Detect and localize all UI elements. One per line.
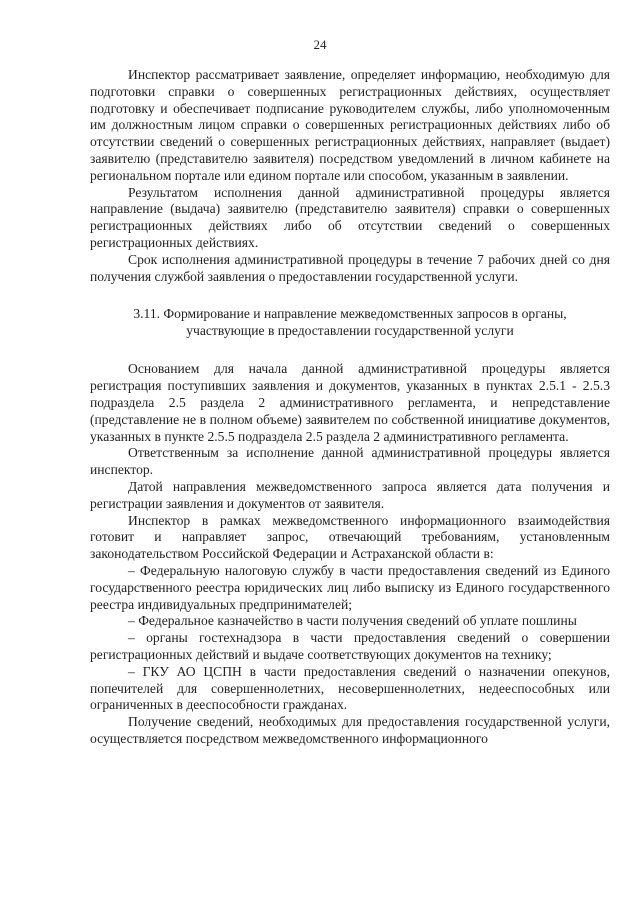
list-item: – Федеральную налоговую службу в части предоставления сведений из Единого государственного реестра юридических лиц либо выписку из Единого государственного реестра индивидуальных предпринимателей; [90,562,610,612]
paragraph: Основанием для начала данной административной процедуры является регистрация поступивших заявления и документов, указанных в пунктах 2.5.1 - 2.5.3 подраздела 2.5 раздела 2 административного регламента, и непредставление (представление не в полном объеме) заявителем по собственной инициативе документов, указанных в пункте 2.5.5 подраздела 2.5 раздела 2 административного регламента. [90,361,610,444]
list-item: – органы гостехнадзора в части предоставления сведений о совершении регистрационных действий и выдаче соответствующих документов на технику; [90,630,610,662]
paragraph: Срок исполнения административной процедуры в течение 7 рабочих дней со дня получения службой заявления о предоставлении государственной услуги. [90,251,610,284]
section-heading: 3.11. Формирование и направление межведомственных запросов в органы, участвующие в предоставлении государственной услуги [133,306,567,339]
paragraph: Датой направления межведомственного запроса является дата получения и регистрации заявления и документов от заявителя. [90,478,610,511]
paragraph: Инспектор рассматривает заявление, определяет информацию, необходимую для подготовки справки о совершенных регистрационных действиях, осуществляет подготовку и обеспечивает подписание руководителем службы, либо уполномоченным им должностным лицом справки о совершенных регистрационных действиях либо об отсутствии сведений о совершенных регистрационных действиях, направляет (выдает) заявителю (представителю заявителя) посредством уведомлений в личном кабинете на региональном портале или едином портале или способом, указанным в заявлении. [90,67,610,183]
list-item: – ГКУ АО ЦСПН в части предоставления сведений о назначении опекунов, попечителей для совершеннолетних, несовершеннолетних, недееспособных или ограниченных в дееспособности гражданах. [90,663,610,713]
list-item: – Федеральное казначейство в части получения сведений об уплате пошлины [128,613,577,629]
page-number: 24 [313,37,327,52]
paragraph: Результатом исполнения данной административной процедуры является направление (выдача) заявителю (представителю заявителя) справки о совершенных регистрационных действиях либо об отсутствии сведений о совершенных регистрационных действиях. [90,184,610,250]
paragraph: Ответственным за исполнение данной административной процедуры является инспектор. [90,445,610,478]
paragraph: Получение сведений, необходимых для предоставления государственной услуги, осуществляется посредством межведомственного информационного [90,714,610,746]
paragraph: Инспектор в рамках межведомственного информационного взаимодействия готовит и направляет запрос, отвечающий требованиям, установленным законодательством Российской Федерации и Астраханской области в: [90,512,610,562]
document-body [90,67,610,748]
